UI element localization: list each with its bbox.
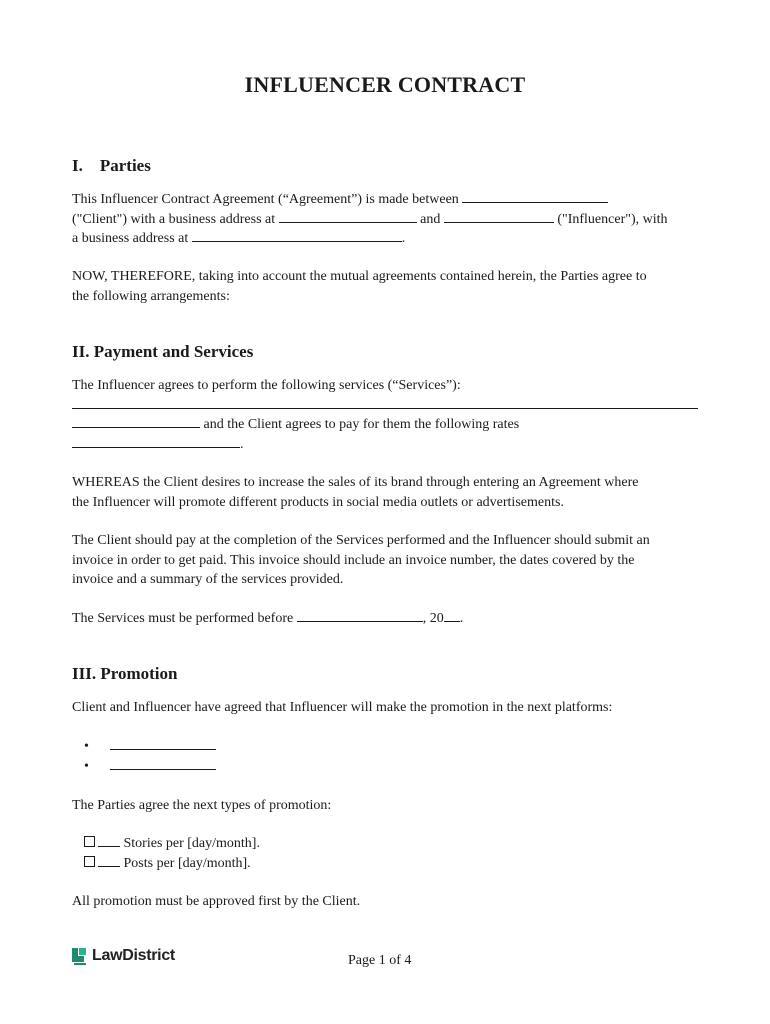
influencer-address-blank[interactable] [192, 229, 402, 242]
influencer-name-blank[interactable] [444, 210, 554, 223]
deadline-date-blank[interactable] [297, 609, 423, 622]
client-address-blank[interactable] [279, 210, 417, 223]
deadline-text-c: . [459, 611, 464, 626]
payment-line-1: The Client should pay at the completion of the Services performed and the Influencer should submit an [72, 533, 650, 548]
deadline-text-a: The Services must be performed before [72, 611, 294, 626]
stories-checkbox[interactable] [84, 836, 95, 847]
parties-text-3: a business address at [72, 231, 189, 246]
platform-bullet-1: • [84, 737, 216, 755]
parties-paragraph: This Influencer Contract Agreement (“Agreement”) is made between ("Client") with a business address at and ("Influencer"), with a business address at . [72, 192, 668, 246]
therefore-line-1: NOW, THEREFORE, taking into account the mutual agreements contained herein, the Parties agree to [72, 269, 647, 284]
document-title: INFLUENCER CONTRACT [244, 72, 526, 97]
posts-label: Posts per [day/month]. [123, 856, 251, 871]
posts-checkbox[interactable] [84, 856, 95, 867]
stories-label: Stories per [day/month]. [123, 836, 260, 851]
deadline-year-blank[interactable] [444, 609, 460, 622]
deadline-paragraph [72, 609, 702, 629]
lawdistrict-logo-icon [70, 946, 88, 966]
payment-terms-paragraph [72, 531, 702, 590]
stories-count-blank[interactable] [98, 834, 120, 847]
promotion-types-intro: The Parties agree the next types of promotion: [72, 798, 332, 813]
whereas-line-2: the Influencer will promote different products in social media outlets or advertisements. [72, 494, 564, 510]
whereas-paragraph [72, 473, 702, 512]
section-heading-payment: II. Payment and Services [72, 342, 254, 361]
payment-line-3: invoice and a summary of the services provided. [72, 572, 344, 587]
client-name-blank[interactable] [462, 190, 608, 203]
therefore-paragraph [72, 267, 702, 306]
posts-option [84, 854, 251, 872]
therefore-line-2: the following arrangements: [72, 288, 230, 304]
services-text-3: and the Client agrees to pay for them the following rates [203, 417, 520, 432]
services-description-blank[interactable] [72, 396, 698, 409]
services-description-blank-2[interactable] [72, 415, 200, 428]
deadline-text-b: , 20 [422, 611, 444, 626]
payment-line-2: invoice in order to get paid. This invoice should include an invoice number, the dates covered by the [72, 552, 635, 568]
approval-paragraph: All promotion must be approved first by the Client. [72, 894, 361, 909]
platform-blank-1[interactable] [110, 737, 216, 750]
services-text-1: The Influencer agrees to perform the following services (“Services”): [72, 378, 461, 393]
stories-option [84, 834, 260, 852]
parties-text-1: This Influencer Contract Agreement (“Agreement”) is made between [72, 192, 459, 207]
whereas-line-1: WHEREAS the Client desires to increase the sales of its brand through entering an Agreement where [72, 475, 639, 490]
platform-blank-2[interactable] [110, 757, 216, 770]
lawdistrict-logo [70, 945, 175, 967]
services-paragraph: The Influencer agrees to perform the following services (“Services”): and the Client agrees to pay for them the following rates . [72, 376, 702, 454]
parties-text-2c: ("Influencer"), with [557, 211, 668, 227]
lawdistrict-logo-text: LawDistrict [92, 947, 175, 964]
section-heading-parties: I. Parties [72, 156, 151, 175]
section-heading-promotion: III. Promotion [72, 664, 178, 683]
rates-blank[interactable] [72, 435, 240, 448]
platform-bullet-2: • [84, 757, 216, 775]
platforms-text: Client and Influencer have agreed that Influencer will make the promotion in the next platforms: [72, 700, 613, 715]
parties-text-2b: and [420, 211, 441, 227]
page-number: Page 1 of 4 [348, 953, 412, 968]
parties-text-2a: ("Client") with a business address at [72, 211, 276, 227]
platforms-paragraph [72, 698, 702, 718]
posts-count-blank[interactable] [98, 854, 120, 867]
